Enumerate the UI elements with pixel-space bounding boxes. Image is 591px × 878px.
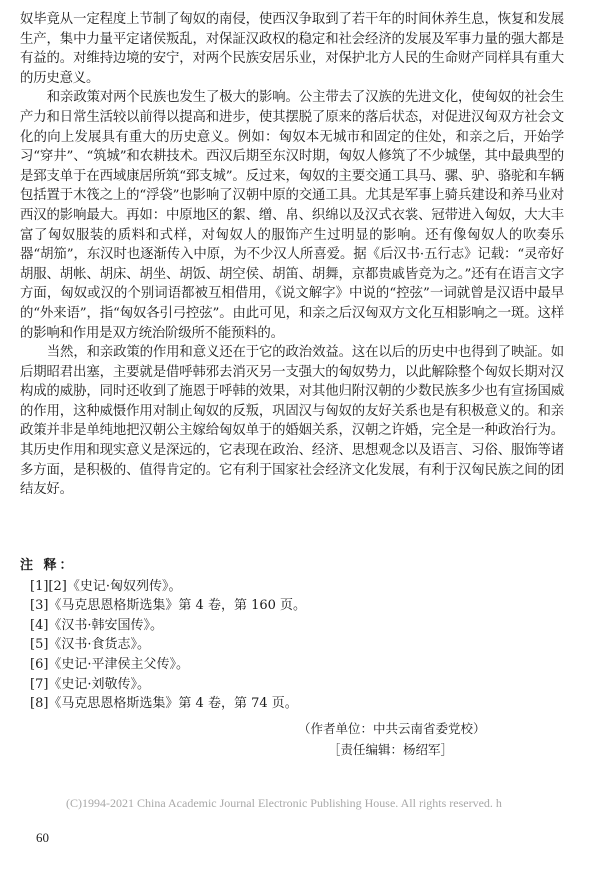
author-unit: （作者单位：中共云南省委党校） (298, 721, 486, 736)
note-item: [3]《马克思恩格斯选集》第 4 卷，第 160 页。 (30, 598, 307, 614)
note-item: [8]《马克思恩格斯选集》第 4 卷，第 74 页。 (30, 696, 298, 712)
notes-section (20, 556, 560, 714)
note-item: [6]《史记·平津侯主父传》。 (30, 656, 190, 672)
copyright-notice: (C)1994-2021 China Academic Journal Electronic Publishing House. All rights reserved. h (66, 796, 502, 810)
paragraph-2: 和亲政策对两个民族也发生了极大的影响。公主带去了汉族的先进文化，使匈奴的社会生产力和日常生活较以前得以提高和进步，使其摆脱了原来的落后状态，对促进汉匈双方社会文化的向上发展具有重大的历史意义。例如：匈奴本无城市和固定的住处，和亲之后，开始学习“穿井”、“筑城”和农耕技术。西汉后期至东汉时期，匈奴人修筑了不少城堡，其中最典型的是郅支单于在西域康居所筑“郅支城”。反过来，匈奴的主要交通工具马、骡、驴、骆驼和车辆包括置于木筏之上的“浮袋”也影响了汉朝中原的交通工具。尤其是军事上骑兵建设和养马业对西汉的影响最大。再如：中原地区的絮、缯、帛、织绵以及汉式衣裳、冠带进入匈奴，大大丰富了匈奴服装的质料和式样，对匈奴人的服饰产生过明显的影响。还有像匈奴人的吹奏乐器“胡笳”，东汉时也逐渐传入中原，为不少汉人所喜爱。据《后汉书·五行志》记载：“灵帝好胡服、胡帐、胡床、胡坐、胡饭、胡空侯、胡笛、胡舞，京都贵戚皆竞为之。”还有在语言文字方面，匈奴或汉的个别词语都被互相借用，《说文解字》中说的“控弦”一词就曾是汉语中最早的“外来语”，指“匈奴各引弓控弦”。由此可见，和亲之后汉匈双方文化互相影响之一斑。这样的影响和作用是双方统治阶级所不能预料的。 (20, 90, 564, 341)
notes-list (20, 577, 560, 714)
page-number: 60 (36, 830, 49, 845)
note-item: [7]《史记·刘敬传》。 (30, 676, 151, 692)
paragraph-3: 当然，和亲政策的作用和意义还在于它的政治效益。这在以后的历史中也得到了映証。如后期昭君出塞，主要就是借呼韩邪去消灭另一支强大的匈奴势力，以此解除整个匈奴长期对汉构成的威胁，同时还收到了施恩于呼韩的效果，对其他归附汉朝的少数民族多少也有宣扬国威的作用，这种威慑作用对制止匈奴的反叛，巩固汉与匈奴的友好关系也是有积极意义的。和亲政策并非是单纯地把汉朝公主嫁给匈奴单于的婚姻关系，汉朝之许婚，完全是一种政治行为。其历史作用和现实意义是深远的，它表现在政治、经济、思想观念以及语言、习俗、服饰等诸多方面，是积极的、值得肯定的。它有利于国家社会经济文化发展，有利于汉匈民族之间的团结友好。 (20, 345, 564, 498)
article-body (20, 10, 564, 500)
note-item: [4]《汉书·韩安国传》。 (30, 617, 164, 633)
note-item: [1][2]《史记·匈奴列传》。 (30, 578, 182, 594)
author-affiliation-block (298, 718, 538, 760)
responsible-editor: ［责任编辑：杨绍军］ (328, 742, 454, 757)
paragraph-1: 奴毕竟从一定程度上节制了匈奴的南侵，使西汉争取到了若干年的时间休养生息，恢复和发展生产，集中力量平定诸侯叛乱，对保証汉政权的稳定和社会经济的发展及军事力量的强大都是有益的。对维持边境的安宁，对两个民族安居乐业，对保护北方人民的生命财产同样具有重大的历史意义。 (20, 12, 564, 86)
note-item: [5]《汉书·食货志》。 (30, 637, 151, 653)
notes-title: 注 释： (20, 558, 76, 573)
